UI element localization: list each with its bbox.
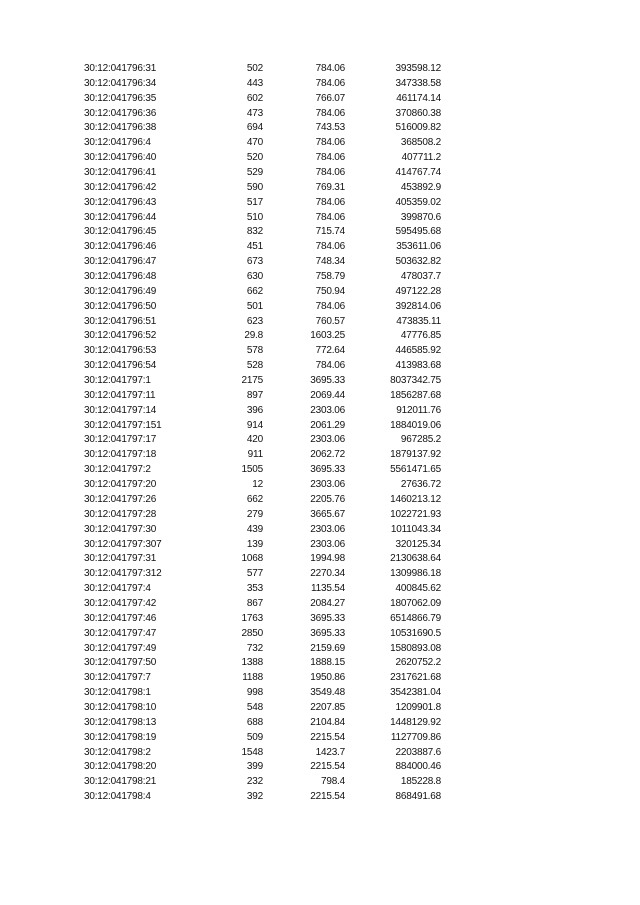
total-value-cell: 478037.7 xyxy=(400,271,441,283)
table-row xyxy=(0,389,640,404)
total-value-cell: 2317621.68 xyxy=(390,672,441,684)
area-cell: 548 xyxy=(246,701,263,713)
price-per-unit-cell: 784.06 xyxy=(315,211,345,223)
price-per-unit-cell: 784.06 xyxy=(315,360,345,372)
price-per-unit-cell: 2069.44 xyxy=(310,389,345,401)
table-row xyxy=(0,344,640,359)
cadastral-number-cell: 30:12:041797:4 xyxy=(84,583,151,595)
total-value-cell: 2203887.6 xyxy=(395,746,441,758)
table-row xyxy=(0,92,640,107)
price-per-unit-cell: 2303.06 xyxy=(310,404,345,416)
cadastral-number-cell: 30:12:041798:10 xyxy=(84,701,157,713)
area-cell: 470 xyxy=(246,137,263,149)
table-row xyxy=(0,211,640,226)
table-row xyxy=(0,196,640,211)
table-row xyxy=(0,538,640,553)
table-row xyxy=(0,404,640,419)
table-row xyxy=(0,255,640,270)
total-value-cell: 399870.6 xyxy=(400,211,441,223)
price-per-unit-cell: 2104.84 xyxy=(310,716,345,728)
table-row xyxy=(0,642,640,657)
price-per-unit-cell: 784.06 xyxy=(315,137,345,149)
table-row xyxy=(0,612,640,627)
table-row xyxy=(0,121,640,136)
area-cell: 1505 xyxy=(241,464,263,476)
area-cell: 578 xyxy=(246,345,263,357)
cadastral-number-cell: 30:12:041796:40 xyxy=(84,152,157,164)
price-per-unit-cell: 798.4 xyxy=(320,776,345,788)
cadastral-number-cell: 30:12:041797:26 xyxy=(84,493,157,505)
area-cell: 914 xyxy=(246,419,263,431)
table-row xyxy=(0,671,640,686)
total-value-cell: 516009.82 xyxy=(395,122,441,134)
cadastral-number-cell: 30:12:041796:51 xyxy=(84,315,157,327)
price-per-unit-cell: 766.07 xyxy=(315,92,345,104)
table-row xyxy=(0,731,640,746)
cadastral-number-cell: 30:12:041796:53 xyxy=(84,345,157,357)
cadastral-number-cell: 30:12:041796:42 xyxy=(84,181,157,193)
cadastral-number-cell: 30:12:041796:54 xyxy=(84,360,157,372)
total-value-cell: 1807062.09 xyxy=(390,597,441,609)
cadastral-number-cell: 30:12:041796:41 xyxy=(84,167,157,179)
table-row xyxy=(0,508,640,523)
price-per-unit-cell: 3695.33 xyxy=(310,612,345,624)
cadastral-number-cell: 30:12:041796:35 xyxy=(84,92,157,104)
price-per-unit-cell: 2303.06 xyxy=(310,434,345,446)
total-value-cell: 185228.8 xyxy=(400,776,441,788)
table-row xyxy=(0,107,640,122)
table-row xyxy=(0,448,640,463)
price-per-unit-cell: 3549.48 xyxy=(310,687,345,699)
table-row xyxy=(0,181,640,196)
table-row xyxy=(0,686,640,701)
price-per-unit-cell: 743.53 xyxy=(315,122,345,134)
cadastral-number-cell: 30:12:041797:151 xyxy=(84,419,162,431)
table-row xyxy=(0,270,640,285)
area-cell: 12 xyxy=(252,479,263,491)
area-cell: 353 xyxy=(246,583,263,595)
cadastral-number-cell: 30:12:041796:48 xyxy=(84,271,157,283)
area-cell: 2850 xyxy=(241,627,263,639)
area-cell: 510 xyxy=(246,211,263,223)
total-value-cell: 497122.28 xyxy=(395,285,441,297)
area-cell: 673 xyxy=(246,256,263,268)
cadastral-number-cell: 30:12:041797:28 xyxy=(84,508,157,520)
cadastral-number-cell: 30:12:041796:46 xyxy=(84,241,157,253)
area-cell: 509 xyxy=(246,731,263,743)
total-value-cell: 347338.58 xyxy=(395,77,441,89)
price-per-unit-cell: 3695.33 xyxy=(310,464,345,476)
price-per-unit-cell: 760.57 xyxy=(315,315,345,327)
price-per-unit-cell: 758.79 xyxy=(315,271,345,283)
total-value-cell: 368508.2 xyxy=(400,137,441,149)
total-value-cell: 595495.68 xyxy=(395,226,441,238)
total-value-cell: 473835.11 xyxy=(396,315,441,327)
total-value-cell: 1448129.92 xyxy=(390,716,441,728)
area-cell: 396 xyxy=(246,404,263,416)
table-row xyxy=(0,567,640,582)
total-value-cell: 6514866.79 xyxy=(390,612,441,624)
area-cell: 439 xyxy=(246,523,263,535)
table-row xyxy=(0,523,640,538)
total-value-cell: 453892.9 xyxy=(400,181,441,193)
cadastral-number-cell: 30:12:041797:46 xyxy=(84,612,157,624)
area-cell: 897 xyxy=(246,389,263,401)
cadastral-number-cell: 30:12:041797:2 xyxy=(84,464,151,476)
table-row xyxy=(0,775,640,790)
table-row xyxy=(0,419,640,434)
price-per-unit-cell: 784.06 xyxy=(315,107,345,119)
total-value-cell: 912011.76 xyxy=(396,404,441,416)
total-value-cell: 5561471.65 xyxy=(390,464,441,476)
total-value-cell: 1022721.93 xyxy=(390,508,441,520)
price-per-unit-cell: 3665.67 xyxy=(310,508,345,520)
table-row xyxy=(0,166,640,181)
table-row xyxy=(0,701,640,716)
cadastral-number-cell: 30:12:041796:44 xyxy=(84,211,157,223)
total-value-cell: 405359.02 xyxy=(395,196,441,208)
table-row xyxy=(0,716,640,731)
price-per-unit-cell: 1603.25 xyxy=(310,330,345,342)
table-row xyxy=(0,225,640,240)
area-cell: 517 xyxy=(246,196,263,208)
cadastral-number-cell: 30:12:041796:36 xyxy=(84,107,157,119)
table-row xyxy=(0,151,640,166)
area-cell: 29.8 xyxy=(244,330,263,342)
data-table xyxy=(0,62,640,805)
price-per-unit-cell: 2061.29 xyxy=(310,419,345,431)
cadastral-number-cell: 30:12:041797:49 xyxy=(84,642,157,654)
price-per-unit-cell: 769.31 xyxy=(315,181,345,193)
total-value-cell: 8037342.75 xyxy=(390,375,441,387)
area-cell: 832 xyxy=(246,226,263,238)
cadastral-number-cell: 30:12:041798:13 xyxy=(84,716,157,728)
table-row xyxy=(0,656,640,671)
table-row xyxy=(0,760,640,775)
area-cell: 590 xyxy=(246,181,263,193)
area-cell: 998 xyxy=(246,687,263,699)
cadastral-number-cell: 30:12:041796:34 xyxy=(84,77,157,89)
area-cell: 420 xyxy=(246,434,263,446)
area-cell: 694 xyxy=(246,122,263,134)
table-row xyxy=(0,478,640,493)
area-cell: 279 xyxy=(246,508,263,520)
total-value-cell: 392814.06 xyxy=(395,300,441,312)
table-row xyxy=(0,315,640,330)
total-value-cell: 1856287.68 xyxy=(390,389,441,401)
total-value-cell: 353611.06 xyxy=(396,241,441,253)
total-value-cell: 370860.38 xyxy=(395,107,441,119)
cadastral-number-cell: 30:12:041796:4 xyxy=(84,137,151,149)
area-cell: 602 xyxy=(246,92,263,104)
table-row xyxy=(0,597,640,612)
total-value-cell: 446585.92 xyxy=(395,345,441,357)
total-value-cell: 1011043.34 xyxy=(390,523,441,535)
price-per-unit-cell: 2205.76 xyxy=(310,493,345,505)
cadastral-number-cell: 30:12:041797:1 xyxy=(84,375,151,387)
total-value-cell: 503632.82 xyxy=(395,256,441,268)
area-cell: 623 xyxy=(246,315,263,327)
price-per-unit-cell: 784.06 xyxy=(315,152,345,164)
area-cell: 867 xyxy=(246,597,263,609)
cadastral-number-cell: 30:12:041798:4 xyxy=(84,791,151,803)
cadastral-number-cell: 30:12:041798:20 xyxy=(84,761,157,773)
table-row xyxy=(0,329,640,344)
cadastral-number-cell: 30:12:041797:47 xyxy=(84,627,157,639)
area-cell: 139 xyxy=(246,538,263,550)
cadastral-number-cell: 30:12:041797:31 xyxy=(84,553,157,565)
total-value-cell: 414767.74 xyxy=(395,167,441,179)
table-row xyxy=(0,627,640,642)
total-value-cell: 400845.62 xyxy=(395,583,441,595)
total-value-cell: 1884019.06 xyxy=(390,419,441,431)
price-per-unit-cell: 784.06 xyxy=(315,241,345,253)
table-row xyxy=(0,62,640,77)
table-row xyxy=(0,463,640,478)
total-value-cell: 2130638.64 xyxy=(390,553,441,565)
area-cell: 662 xyxy=(246,285,263,297)
price-per-unit-cell: 1994.98 xyxy=(310,553,345,565)
total-value-cell: 47776.85 xyxy=(400,330,441,342)
price-per-unit-cell: 784.06 xyxy=(315,167,345,179)
area-cell: 1388 xyxy=(241,657,263,669)
price-per-unit-cell: 3695.33 xyxy=(310,375,345,387)
table-row xyxy=(0,136,640,151)
table-row xyxy=(0,493,640,508)
table-row xyxy=(0,746,640,761)
cadastral-number-cell: 30:12:041798:21 xyxy=(84,776,157,788)
cadastral-number-cell: 30:12:041796:49 xyxy=(84,285,157,297)
price-per-unit-cell: 2215.54 xyxy=(310,761,345,773)
total-value-cell: 407711.2 xyxy=(401,152,441,164)
price-per-unit-cell: 2084.27 xyxy=(310,597,345,609)
cadastral-number-cell: 30:12:041796:43 xyxy=(84,196,157,208)
area-cell: 630 xyxy=(246,271,263,283)
price-per-unit-cell: 2270.34 xyxy=(310,568,345,580)
cadastral-number-cell: 30:12:041796:45 xyxy=(84,226,157,238)
cadastral-number-cell: 30:12:041797:17 xyxy=(84,434,157,446)
area-cell: 732 xyxy=(246,642,263,654)
price-per-unit-cell: 1423.7 xyxy=(315,746,345,758)
total-value-cell: 1580893.08 xyxy=(390,642,441,654)
price-per-unit-cell: 2303.06 xyxy=(310,479,345,491)
price-per-unit-cell: 1888.15 xyxy=(310,657,345,669)
cadastral-number-cell: 30:12:041796:31 xyxy=(84,63,157,74)
total-value-cell: 1879137.92 xyxy=(390,449,441,461)
area-cell: 399 xyxy=(246,761,263,773)
area-cell: 1188 xyxy=(242,672,263,684)
total-value-cell: 1460213.12 xyxy=(390,493,441,505)
cadastral-number-cell: 30:12:041798:2 xyxy=(84,746,151,758)
cadastral-number-cell: 30:12:041797:18 xyxy=(84,449,157,461)
table-row xyxy=(0,240,640,255)
price-per-unit-cell: 1950.86 xyxy=(310,672,345,684)
area-cell: 520 xyxy=(246,152,263,164)
price-per-unit-cell: 2215.54 xyxy=(310,791,345,803)
price-per-unit-cell: 750.94 xyxy=(315,285,345,297)
cadastral-number-cell: 30:12:041797:14 xyxy=(84,404,157,416)
price-per-unit-cell: 2303.06 xyxy=(310,538,345,550)
cadastral-number-cell: 30:12:041796:52 xyxy=(84,330,157,342)
price-per-unit-cell: 2303.06 xyxy=(310,523,345,535)
total-value-cell: 461174.14 xyxy=(396,92,441,104)
cadastral-number-cell: 30:12:041798:19 xyxy=(84,731,157,743)
table-row xyxy=(0,374,640,389)
table-row xyxy=(0,552,640,567)
price-per-unit-cell: 784.06 xyxy=(315,77,345,89)
area-cell: 1548 xyxy=(241,746,263,758)
cadastral-number-cell: 30:12:041797:50 xyxy=(84,657,157,669)
table-row xyxy=(0,77,640,92)
area-cell: 1068 xyxy=(241,553,263,565)
total-value-cell: 1127709.86 xyxy=(390,731,441,743)
total-value-cell: 10531690.5 xyxy=(390,627,441,639)
total-value-cell: 413983.68 xyxy=(395,360,441,372)
price-per-unit-cell: 715.74 xyxy=(315,226,345,238)
price-per-unit-cell: 748.34 xyxy=(315,256,345,268)
total-value-cell: 967285.2 xyxy=(400,434,441,446)
total-value-cell: 320125.34 xyxy=(395,538,441,550)
area-cell: 232 xyxy=(246,776,263,788)
table-row xyxy=(0,300,640,315)
cadastral-number-cell: 30:12:041797:20 xyxy=(84,479,157,491)
area-cell: 443 xyxy=(246,77,263,89)
price-per-unit-cell: 2062.72 xyxy=(310,449,345,461)
price-per-unit-cell: 772.64 xyxy=(315,345,345,357)
price-per-unit-cell: 3695.33 xyxy=(310,627,345,639)
table-row xyxy=(0,285,640,300)
cadastral-number-cell: 30:12:041796:38 xyxy=(84,122,157,134)
area-cell: 1763 xyxy=(241,612,263,624)
table-row xyxy=(0,790,640,805)
area-cell: 501 xyxy=(246,300,263,312)
cadastral-number-cell: 30:12:041798:1 xyxy=(84,687,151,699)
area-cell: 392 xyxy=(246,791,263,803)
area-cell: 529 xyxy=(246,167,263,179)
price-per-unit-cell: 784.06 xyxy=(315,63,345,74)
table-row xyxy=(0,582,640,597)
total-value-cell: 3542381.04 xyxy=(390,687,441,699)
price-per-unit-cell: 2207.85 xyxy=(310,701,345,713)
cadastral-number-cell: 30:12:041797:7 xyxy=(84,672,151,684)
cadastral-number-cell: 30:12:041797:30 xyxy=(84,523,157,535)
area-cell: 2175 xyxy=(241,375,263,387)
total-value-cell: 1209901.8 xyxy=(395,701,441,713)
cadastral-number-cell: 30:12:041797:42 xyxy=(84,597,157,609)
area-cell: 688 xyxy=(246,716,263,728)
cadastral-number-cell: 30:12:041797:312 xyxy=(84,568,162,580)
total-value-cell: 884000.46 xyxy=(395,761,441,773)
area-cell: 473 xyxy=(246,107,263,119)
cadastral-number-cell: 30:12:041796:50 xyxy=(84,300,157,312)
price-per-unit-cell: 1135.54 xyxy=(310,583,345,595)
area-cell: 451 xyxy=(246,241,263,253)
total-value-cell: 27636.72 xyxy=(400,479,441,491)
area-cell: 528 xyxy=(246,360,263,372)
total-value-cell: 2620752.2 xyxy=(395,657,441,669)
area-cell: 662 xyxy=(246,493,263,505)
area-cell: 577 xyxy=(246,568,263,580)
price-per-unit-cell: 2159.69 xyxy=(310,642,345,654)
price-per-unit-cell: 2215.54 xyxy=(310,731,345,743)
area-cell: 502 xyxy=(246,63,263,74)
cadastral-number-cell: 30:12:041797:307 xyxy=(84,538,162,550)
area-cell: 911 xyxy=(247,449,263,461)
table-row xyxy=(0,433,640,448)
total-value-cell: 393598.12 xyxy=(395,63,441,74)
cadastral-number-cell: 30:12:041796:47 xyxy=(84,256,157,268)
cadastral-number-cell: 30:12:041797:11 xyxy=(84,389,156,401)
price-per-unit-cell: 784.06 xyxy=(315,196,345,208)
total-value-cell: 868491.68 xyxy=(395,791,441,803)
price-per-unit-cell: 784.06 xyxy=(315,300,345,312)
table-row xyxy=(0,359,640,374)
total-value-cell: 1309986.18 xyxy=(390,568,441,580)
